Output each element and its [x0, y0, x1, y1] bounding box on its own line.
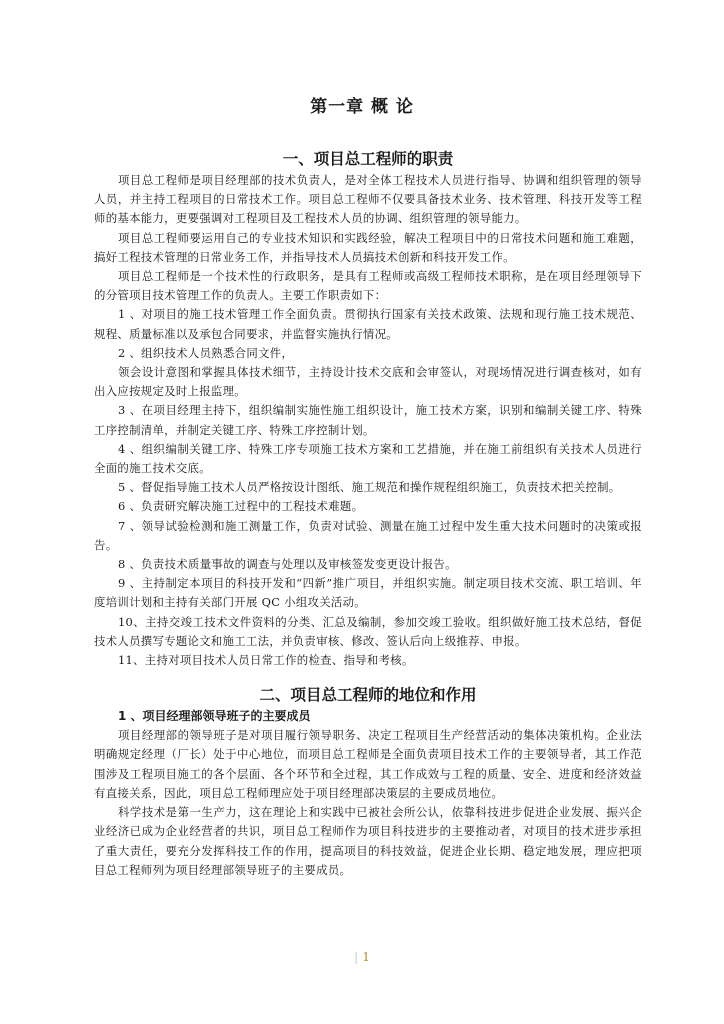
- duty-item-2-continued: 领会设计意图和掌握具体技术细节，主持设计技术交底和会审签认，对现场情况进行调查核对，如有出入应按规定及时上报监理。: [94, 365, 642, 399]
- duty-item-4: 4 、组织编制关键工序、特殊工序专项施工技术方案和工艺措施，并在施工前组织有关技术人员进行全面的施工技术交底。: [94, 441, 642, 476]
- duty-item-7: 7 、领导试验检测和施工测量工作，负责对试验、测量在施工过程中发生重大技术问题时的决策或报告。: [94, 518, 642, 552]
- page-footer: [0, 950, 724, 964]
- duty-item-10: 10、主持交竣工技术文件资料的分类、汇总及编制，参加交竣工验收。组织做好施工技术总结，督促技术人员撰写专题论文和施工工法，并负责审核、修改、签认后向上级推荐、申报。: [94, 614, 642, 648]
- duty-item-8: 8 、负责技术质量事故的调查与处理以及审核签发变更设计报告。: [118, 557, 457, 572]
- duty-item-11: 11、主持对项目技术人员日常工作的检查、指导和考核。: [118, 653, 414, 668]
- duty-item-1: 1 、对项目的施工技术管理工作全面负责。贯彻执行国家有关技术政策、法规和现行施工技术规范、规程、质量标准以及承包合同要求，并监督实施执行情况。: [94, 307, 642, 341]
- section-title-position: 二、项目总工程师的地位和作用: [259, 686, 477, 705]
- paragraph: 项目总工程师要运用自己的专业技术知识和实践经验，解决工程项目中的日常技术问题和施工难题，搞好工程技术管理的日常业务工作，并指导技术人员搞技术创新和科技开发工作。: [94, 230, 642, 264]
- duty-item-5: 5 、督促指导施工技术人员严格按设计图纸、施工规范和操作规程组织施工，负责技术把关控制。: [118, 480, 621, 495]
- duty-item-2: 2 、组织技术人员熟悉合同文件，: [118, 345, 294, 360]
- section-title-duties: 一、项目总工程师的职责: [282, 150, 454, 168]
- footer-separator: |: [354, 950, 359, 964]
- chapter-title: 第一章 概 论: [310, 97, 414, 117]
- duty-item-6: 6 、负责研究解决施工过程中的工程技术难题。: [118, 499, 364, 514]
- paragraph: 项目总工程师是一个技术性的行政职务，是具有工程师或高级工程师技术职称，是在项目经理领导下的分管项目技术管理工作的负责人。主要工作职责如下：: [94, 269, 642, 303]
- paragraph: 项目经理部的领导班子是对项目履行领导职务、决定工程项目生产经营活动的集体决策机构。企业法明确规定经理（厂长）处于中心地位，而项目总工程师是全面负责项目技术工作的主要领导者，其工作范围涉及工程项目施工的各个层面、各个环节和全过程，其工作成效与工程的质量、安全、进度和经济效益有直接关系，因此，项目总工程师理应处于项目经理部决策层的主要成员地位。: [94, 728, 642, 800]
- document-body: [94, 148, 642, 880]
- subsection-title: 1 、项目经理部领导班子的主要成员: [118, 709, 311, 724]
- paragraph: 项目总工程师是项目经理部的技术负责人，是对全体工程技术人员进行指导、协调和组织管理的领导人员，并主持工程项目的日常技术工作。项目总工程师不仅要具备技术业务、技术管理、科技开发等工程师的基本能力，更要强调对工程项目及工程技术人员的协调、组织管理的领导能力。: [94, 173, 642, 226]
- paragraph: 科学技术是第一生产力，这在理论上和实践中已被社会所公认，依靠科技进步促进企业发展、振兴企业经济已成为企业经营者的共识，项目总工程师作为项目科技进步的主要推动者，对项目的技术进步承担了重大责任，要充分发挥科技工作的作用，提高项目的科技效益，促进企业长期、稳定地发展，理应把项目总工程师列为项目经理部领导班子的主要成员。: [94, 805, 642, 877]
- page-number: 1: [362, 950, 370, 964]
- duty-item-3: 3 、在项目经理主持下，组织编制实施性施工组织设计，施工技术方案，识别和编制关键工序、特殊工序控制清单，并制定关键工序、特殊工序控制计划。: [94, 403, 642, 437]
- duty-item-9: 9 、主持制定本项目的科技开发和“四新”推广项目，并组织实施。制定项目技术交流、职工培训、年度培训计划和主持有关部门开展 QC 小组攻关活动。: [94, 576, 642, 610]
